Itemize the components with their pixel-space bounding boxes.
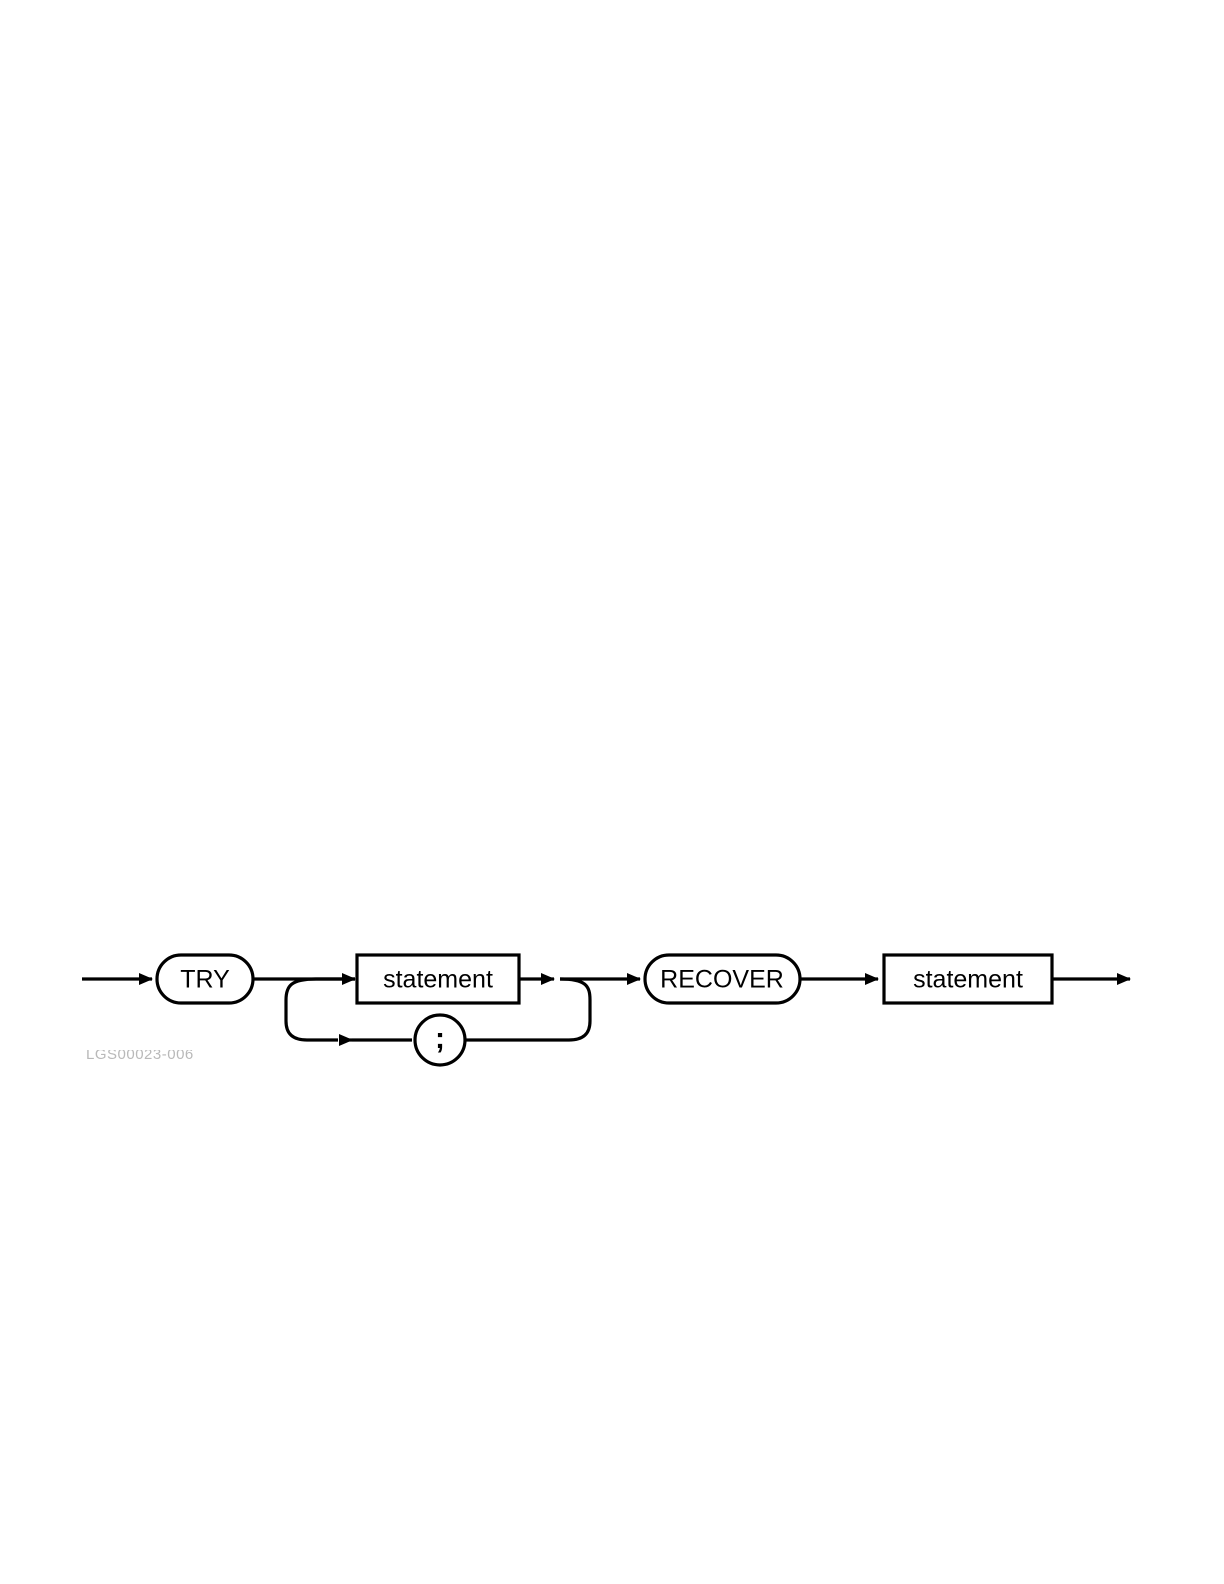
node-statement-2-label: statement — [913, 965, 1023, 994]
node-recover-label: RECOVER — [660, 965, 784, 994]
node-try-label: TRY — [180, 965, 230, 994]
node-semicolon-label: ; — [435, 1021, 445, 1055]
figure-id-label: LGS00023-006 — [86, 1050, 194, 1062]
node-statement-1-label: statement — [383, 965, 493, 994]
